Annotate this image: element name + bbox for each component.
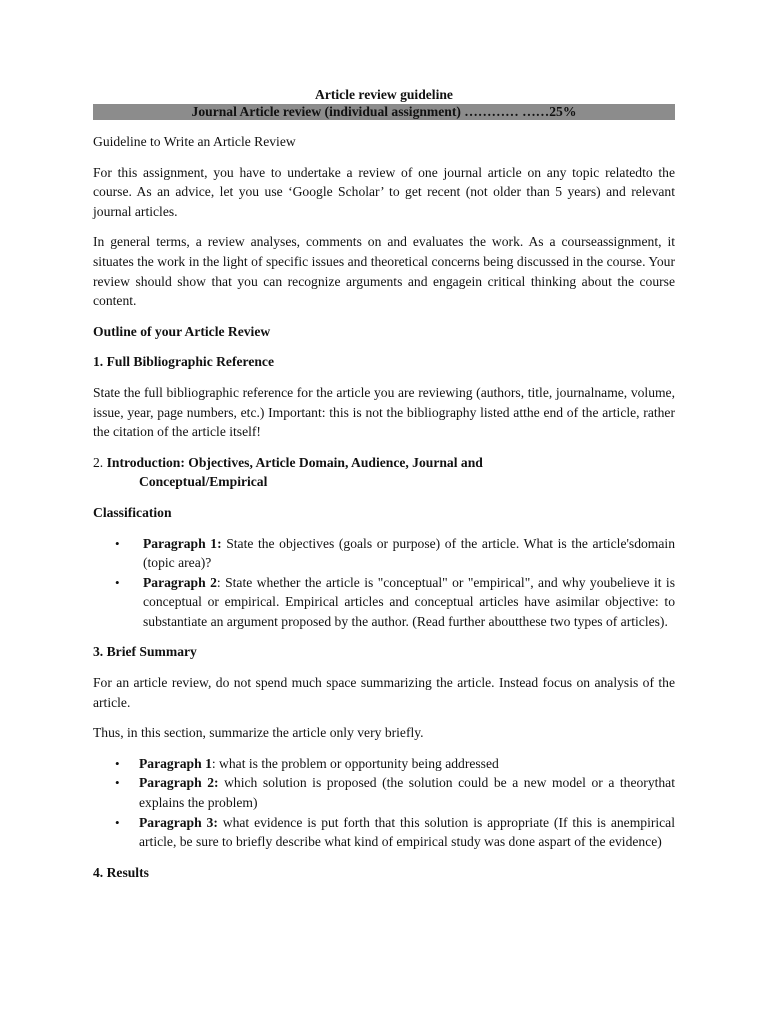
summary-list — [93, 754, 675, 852]
section-2-heading — [93, 453, 675, 473]
list-item — [93, 813, 675, 852]
section-2-heading-line-2: Conceptual/Empirical — [139, 474, 268, 490]
bullet-icon: • — [115, 755, 120, 771]
list-item-text: which solution is proposed (the solution could be a new model or a theorythat explains the problem) — [139, 775, 675, 811]
list-item-text: : what is the problem or opportunity being addressed — [211, 755, 499, 771]
guideline-subtitle: Guideline to Write an Article Review — [93, 134, 296, 149]
intro-paragraph-1: For this assignment, you have to undertake a review of one journal article on any topic relatedto the course. As an advice, let you use ‘Google Scholar’ to get recent (not older than 5 years) and relevant journal articles. — [93, 164, 675, 219]
list-item — [93, 534, 675, 573]
classification-list — [93, 534, 675, 632]
section-2-number: 2. — [93, 454, 107, 470]
list-item-label: Paragraph 1 — [139, 755, 212, 771]
bullet-icon: • — [115, 775, 120, 791]
list-item-label: Paragraph 3: — [139, 814, 218, 830]
list-item-text: : State whether the article is "conceptual" or "empirical", and why youbelieve it is conceptual or empirical. Empirical articles and conceptual articles have asimilar objective: to substantiate an argument proposed by the author. (Read further aboutthese two types of articles). — [143, 574, 675, 629]
classification-heading: Classification — [93, 504, 172, 520]
document-title: Article review guideline — [315, 87, 453, 102]
intro-paragraph-2: In general terms, a review analyses, comments on and evaluates the work. As a courseassignment, it situates the work in the light of specific issues and theoretical concerns being discussed in the course. Your review should show that you can recognize arguments and engagein critical thinking about the course content. — [93, 234, 675, 309]
section-4-heading: 4. Results — [93, 864, 149, 880]
list-item-label: Paragraph 2: — [139, 775, 219, 791]
list-item-text: what evidence is put forth that this solution is appropriate (If this is anempirical article, be sure to briefly describe what kind of empirical study was done aspart of the evidence) — [139, 814, 675, 850]
section-1-heading: 1. Full Bibliographic Reference — [93, 354, 274, 370]
section-3-heading: 3. Brief Summary — [93, 644, 197, 660]
bullet-icon: • — [115, 814, 120, 830]
list-item-label: Paragraph 2 — [143, 574, 217, 590]
list-item-text: State the objectives (goals or purpose) of the article. What is the article'sdomain (topic area)? — [143, 535, 675, 571]
list-item — [93, 754, 675, 774]
section-1-text: State the full bibliographic reference for the article you are reviewing (authors, title, journalname, volume, issue, year, page numbers, etc.) Important: this is not the bibliography listed atthe end of the article, rather the citation of the article itself! — [93, 384, 675, 440]
bullet-icon: • — [115, 574, 120, 590]
list-item — [93, 573, 675, 632]
section-3-text-1: For an article review, do not spend much space summarizing the article. Instead focus on analysis of the article. — [93, 675, 675, 710]
list-item — [93, 773, 675, 812]
bullet-icon: • — [115, 535, 120, 551]
list-item-label: Paragraph 1: — [143, 535, 222, 551]
section-2-heading-line-1: Introduction: Objectives, Article Domain, Audience, Journal and — [106, 454, 483, 470]
assignment-banner: Journal Article review (individual assignment) ………… ……25% — [93, 104, 675, 120]
section-3-text-2: Thus, in this section, summarize the article only very briefly. — [93, 725, 424, 741]
document-page — [93, 86, 675, 893]
outline-heading: Outline of your Article Review — [93, 323, 271, 339]
